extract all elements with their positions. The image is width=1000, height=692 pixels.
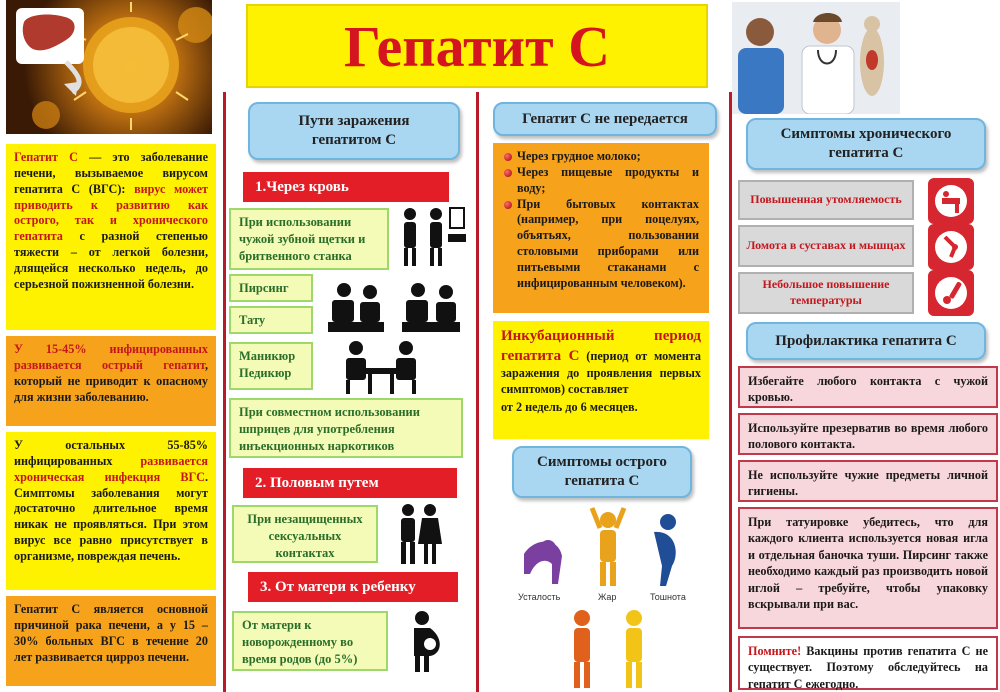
chronic-symptom-text: Повышенная утомляемость [750, 192, 902, 207]
chronic-symptom-text: Небольшое повышение температуры [762, 277, 890, 307]
chronic-symptoms-header [746, 118, 986, 170]
prevention-text: При татуировке убедитесь, что для каждого клиента используется новая игла и отдельная баночка туши. Пирсинг также необходимо каждый раз производить новой иглой – требуйте, чтобы упаковку вскрывали при вас. [748, 515, 988, 612]
tattoo-text: Тату [239, 313, 266, 327]
mother-route-label: 3. От матери к ребенку [260, 578, 416, 595]
intro-text-b: с разной степенью тяжести – от легкой болезни, длящейся несколько недель, до серьезной пожизненной болезни. [14, 229, 208, 291]
piercing-tattoo-icons [324, 278, 468, 336]
manicure-text: Маникюр Педикюр [239, 349, 296, 380]
piercing-text: Пирсинг [239, 281, 289, 295]
not-transmitted-list [503, 149, 699, 292]
joint-pain-icon [928, 224, 974, 270]
chronic-symptom-fatigue [738, 180, 914, 220]
symptom-label-fever: Жар [598, 592, 617, 602]
incubation-duration: от 2 недель до 6 месяцев. [501, 399, 638, 414]
title-box [246, 4, 708, 88]
prevention-item [738, 413, 998, 455]
cancer-info-box [6, 596, 216, 686]
doctor-illustration [732, 2, 900, 114]
prevention-text: Используйте презерватив во время любого полового контакта. [748, 421, 988, 452]
ways-header [248, 102, 460, 160]
doctor-consultation-image [732, 2, 900, 114]
column-divider-2 [476, 92, 479, 692]
chronic-info-box [6, 432, 216, 590]
chronic-text-b: . Симптомы заболевания могут достаточно длительное время никак не проявляться. При этом вирус все равно присутствует в организме, повреждая печень. [14, 469, 208, 564]
manicure-box [229, 342, 313, 390]
acute-symptoms-header [512, 446, 692, 498]
toothbrush-text: При использовании чужой зубной щетки и бритвенного станка [239, 215, 366, 263]
symptom-label-fatigue: Усталость [518, 592, 561, 602]
tattoo-box [229, 306, 313, 334]
chronic-symptom-pain [738, 225, 914, 267]
ways-header-text: Пути заражения гепатитом С [298, 112, 410, 148]
virus-illustration [6, 0, 212, 134]
toothbrush-box [229, 208, 389, 270]
not-transmitted-box [493, 143, 709, 313]
mother-route-bar [248, 572, 458, 602]
prevention-item [738, 507, 998, 629]
not-transmitted-item: Через пищевые продукты и воду; [503, 165, 699, 197]
birth-text: От матери к новорожденному во время родов (до 5%) [242, 618, 358, 666]
prevention-item [738, 460, 998, 502]
intro-term: Гепатит С [14, 150, 78, 164]
prevention-item [738, 366, 998, 408]
intro-box [6, 144, 216, 330]
incubation-highlight: Инкубационный период гепатита С [501, 328, 701, 364]
not-transmitted-header-text: Гепатит С не передается [522, 110, 688, 127]
reminder-label: Помните! [748, 644, 802, 658]
piercing-box [229, 274, 313, 302]
chronic-symptom-text: Ломота в суставах и мышцах [746, 238, 906, 253]
pregnant-woman-icon [404, 610, 444, 674]
chronic-symptom-temperature [738, 272, 914, 314]
intro-highlight: вирус может приводить к развитию как острого, так и хронического гепатита [14, 181, 208, 244]
syringes-box [229, 398, 463, 458]
page-title: Гепатит С [344, 13, 610, 79]
acute-highlight: У 15-45% инфицированных развивается острый гепатит [14, 342, 208, 372]
chronic-text-a: У остальных 55-85% инфицированных [14, 438, 208, 468]
birth-box [232, 611, 388, 671]
sexual-route-label: 2. Половым путем [255, 474, 379, 491]
not-transmitted-header [493, 102, 717, 136]
incubation-box [493, 321, 709, 439]
toothbrush-icon [396, 204, 468, 268]
incubation-text: (период от момента заражения до проявления первых симптомов) составляет [501, 348, 701, 396]
column-divider-1 [223, 92, 226, 692]
prevention-header-text: Профилактика гепатита С [775, 332, 957, 349]
cancer-text: Гепатит С является основной причиной рака печени, а у 15 – 30% больных ВГС в течение 20 лет развивается цирроз печени. [14, 602, 208, 664]
sexual-route-bar [243, 468, 457, 498]
not-transmitted-item: При бытовых контактах (например, при поцелуях, объятьях, пользовании столовыми приборами или питьевыми стаканами с инфицированным человеком). [503, 197, 699, 292]
chronic-highlight: развивается хроническая инфекция ВГС [14, 453, 208, 484]
column-divider-3 [729, 92, 732, 692]
chronic-symptoms-header-text: Симптомы хронического гепатита С [780, 125, 952, 161]
syringes-text: При совместном использовании шприцев для употребления инъекционных наркотиков [239, 405, 420, 453]
reminder-text: Вакцины против гепатита С не существует. Поэтому обследуйтесь на гепатит С ежегодно. [748, 644, 988, 691]
acute-symptoms-illustration [500, 504, 712, 690]
symptom-label-nausea: Тошнота [650, 592, 686, 602]
intro-text-a: — это заболевание печени, вызываемое вирусом гепатита С (ВГС): [14, 150, 208, 196]
prevention-text: Не используйте чужие предметы личной гигиены. [748, 468, 988, 499]
unprotected-box [232, 505, 378, 563]
acute-symptoms-header-text: Симптомы острого гепатита С [537, 453, 667, 489]
blood-route-label: 1.Через кровь [255, 178, 349, 195]
acute-text: , который не приводит к опасному для жизни заболеванию. [14, 357, 208, 404]
manicure-icon [340, 338, 422, 396]
virus-liver-image [6, 0, 212, 134]
vaccine-reminder-box [738, 636, 998, 690]
not-transmitted-item: Через грудное молоко; [503, 149, 699, 165]
prevention-header [746, 322, 986, 360]
acute-info-box [6, 336, 216, 426]
thermometer-icon [928, 270, 974, 316]
fatigue-icon [928, 178, 974, 224]
unprotected-text: При незащищенных сексуальных контактах [247, 512, 363, 560]
prevention-text: Избегайте любого контакта с чужой кровью. [748, 374, 988, 405]
couple-icon [394, 502, 444, 566]
blood-route-bar [243, 172, 449, 202]
